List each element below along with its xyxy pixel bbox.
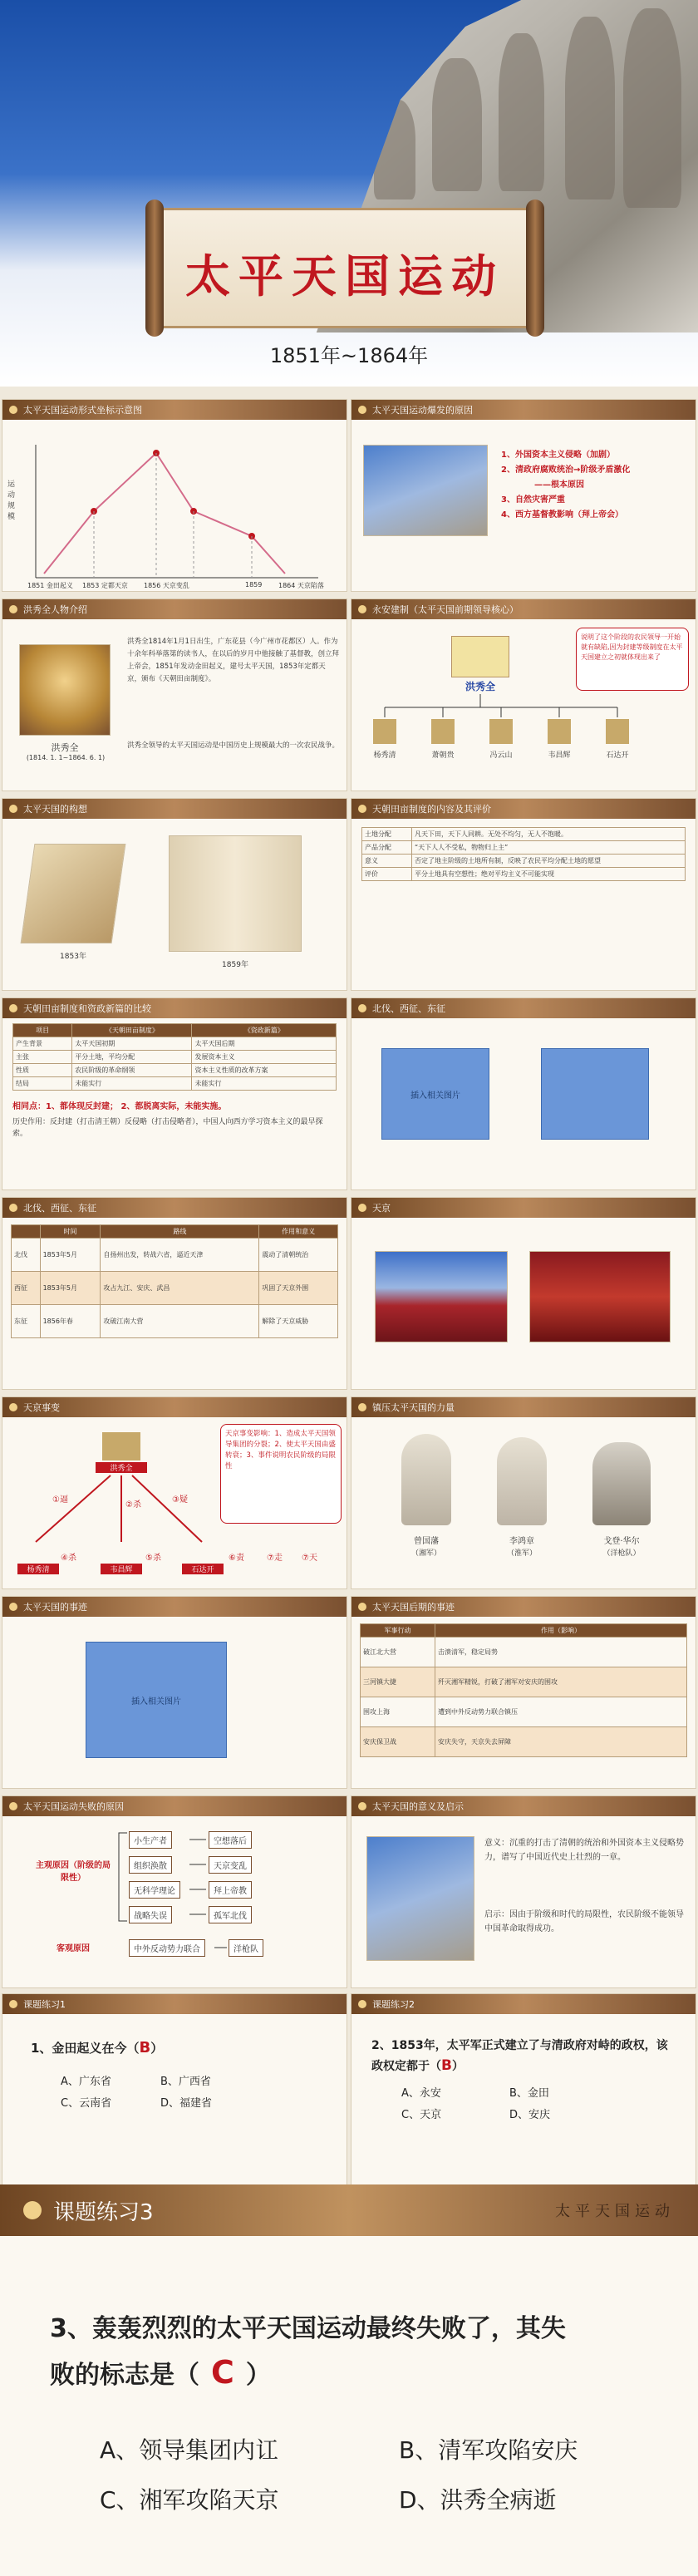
book-image-1853 — [21, 844, 126, 943]
hong-note: 洪秀全领导的太平天国运动是中国历史上规模最大的一次农民战争。 — [127, 741, 340, 750]
tick-1856: 1856 天京变乱 — [144, 582, 189, 589]
slide-timeline — [2, 399, 347, 592]
king-name: 洪秀全 — [465, 681, 495, 692]
option-d[interactable]: D、洪秀全病逝 — [399, 2486, 557, 2514]
cause-item: 2、清政府腐败统治→阶级矛盾激化 — [501, 465, 631, 475]
incident-callout: 天京事变影响：1、造成太平天国领导集团的分裂；2、使太平天国由盛转衰；3、事件说明农民阶级的局限性 — [220, 1424, 342, 1524]
slide-suppressors: 镇压太平天国的力量 曾国藩 （湘军） 李鸿章 （淮军） 戈登·华尔 （洋枪队） — [351, 1396, 696, 1589]
tick-1864: 1864 天京陷落 — [278, 582, 324, 589]
slide-title: 北伐、西征、东征 — [372, 1003, 445, 1014]
slide-title: 天京事变 — [23, 1402, 60, 1413]
book-image-1859 — [169, 835, 302, 952]
answer-2: B — [441, 2057, 452, 2074]
cause-item: 4、西方基督教影响（拜上帝会） — [501, 510, 623, 520]
significance-text: 意义：沉重的打击了清朝的统治和外国资本主义侵略势力，谱写了中国近代史上壮烈的一章。 — [484, 1839, 684, 1862]
hierarchy-lines — [351, 619, 696, 791]
timeline-chart — [2, 420, 347, 592]
hong-bio-text: 洪秀全1814年1月1日出生，广东花县（今广州市花都区）人。作为十余年科举落第的读书人，在以后的岁月中他接触了基督教，创立拜上帝会，1851年发动金田起义，建号太平天国，1853年定都天京，颁布《天朝田亩制度》。 — [127, 638, 340, 683]
shi-label: 石达开 — [182, 1564, 224, 1574]
cause-item: 1、外国资本主义侵略（加剧） — [501, 451, 615, 460]
slide-title: 课题练习2 — [372, 1999, 415, 2010]
slide-failure-reasons: 太平天国运动失败的原因 主观原因（阶级的局限性） 客观原因 小生产者 空想落后 组织涣散 天京变乱 无科学理论 拜上帝教 战略失误 孤军北伐 中外反动势力联合 洋枪队 — [2, 1795, 347, 1988]
monument-thumb — [366, 1836, 474, 1961]
hong-dates: (1814. 1. 1~1864. 6. 1) — [26, 754, 106, 761]
slide-land-system — [351, 798, 696, 991]
king-label: 萧朝贵 — [431, 751, 455, 760]
slide-subtitle: 太平天国运动 — [555, 2203, 675, 2220]
slide-expeditions-image — [351, 997, 696, 1190]
option-a[interactable]: A、永安 — [401, 2087, 441, 2100]
option-c[interactable]: C、湘军攻陷天京 — [100, 2486, 279, 2514]
cover-years: 1851年~1864年 — [269, 344, 429, 367]
option-b[interactable]: B、清军攻陷安庆 — [399, 2436, 578, 2464]
tick-1851: 1851 金田起义 — [27, 582, 73, 589]
slide-title: 天朝田亩制度和资政新篇的比较 — [23, 1003, 151, 1014]
question-3: 3、轰轰烈烈的太平天国运动最终失败了，其失 败的标志是（ C ） — [50, 2314, 566, 2391]
title-scroll — [145, 199, 544, 337]
slide-tianjing-incident: 天京事变 洪秀全 ①逼 ②杀 ③疑 杨秀清 韦昌辉 石达开 ④杀 ⑤杀 ⑥责 ⑦走 ⑦天 天京事变影响：1、造成太平天国领导集团的分裂；2、使太平天国由盛转衰；3、事件说明农民阶级的局限性 — [2, 1396, 347, 1589]
cover-title: 太平天国运动 — [185, 249, 504, 303]
slide-title: 太平天国的事迹 — [23, 1602, 87, 1613]
historical-role: 历史作用：反封建（打击清王朝）反侵略（打击侵略者），中国人向西方学习资本主义的最早探索。 — [12, 1118, 323, 1138]
option-a[interactable]: A、广东省 — [61, 2076, 111, 2088]
slide-tianjing — [351, 1197, 696, 1390]
answer-1: B — [139, 2039, 151, 2056]
palace-image — [375, 1251, 508, 1342]
question-2: 2、1853年，太平军正式建立了与清政府对峙的政权，该政权定都于（B） — [371, 2039, 668, 2074]
slide-late-deeds — [351, 1596, 696, 1789]
tick-1853: 1853 定都天京 — [82, 582, 128, 589]
slide-title: 课题练习1 — [23, 1999, 66, 2010]
slide-title: 太平天国运动爆发的原因 — [372, 405, 473, 416]
image-placeholder: 插入相关图片 — [86, 1642, 227, 1758]
yang-label: 杨秀清 — [17, 1564, 59, 1574]
slide-deeds — [2, 1596, 347, 1789]
late-deeds-table: 军事行动 作用（影响） 破江北大营 击溃清军，稳定局势 三河镇大捷 歼灭湘军精锐，打破了湘军对安庆的围攻 围攻上海 遭到中外反动势力联合镇压 安庆保卫战 安庆失守，天京失去屏障 — [360, 1623, 687, 1757]
option-b[interactable]: B、广西省 — [160, 2076, 211, 2088]
land-system-table: 土地分配 凡天下田，天下人同耕。无处不均匀，无人不饱暖。 产品分配 “天下人人不受私，物物归上主” 意义 否定了地主阶级的土地所有制，反映了农民平均分配土地的愿望 评价 平分土地具有空想性；绝对平均主义不可能实现 — [361, 827, 686, 881]
callout-note: 说明了这个阶段的农民领导一开始就有缺陷,因为封建等级制度在太平天国建立之初就体现出来了 — [576, 628, 689, 691]
image-placeholder-2 — [541, 1048, 649, 1140]
option-c[interactable]: C、云南省 — [61, 2097, 112, 2110]
slide-title: 太平天国后期的事迹 — [372, 1602, 455, 1613]
y-axis-label: 运动规模 — [7, 480, 16, 521]
answer-3: C — [211, 2354, 234, 2391]
slide-title: 太平天国的构想 — [23, 804, 87, 815]
king-label: 石达开 — [606, 751, 629, 760]
expeditions-table: 时间 路线 作用和意义 北伐 1853年5月 自扬州出发，转战六省，逼近天津 震动了清朝统治 西征 1853年5月 攻占九江、安庆、武昌 巩固了天京外围 东征 1856年春 攻破江南大营 解除了天京威胁 — [11, 1224, 338, 1338]
slide-title: 太平天国运动失败的原因 — [23, 1801, 124, 1812]
slide-hong-bio — [2, 598, 347, 791]
slide-title: 北伐、西征、东征 — [23, 1203, 96, 1214]
slide-title: 太平天国的意义及启示 — [372, 1801, 464, 1812]
slide-yongan — [351, 598, 696, 791]
slide-vision — [2, 798, 347, 991]
slide-exercise-2 — [351, 1993, 696, 2186]
option-d[interactable]: D、福建省 — [160, 2097, 213, 2110]
slide-causes — [351, 399, 696, 592]
throne-hall-image — [529, 1251, 671, 1342]
book-year-1853: 1853年 — [60, 953, 86, 961]
slide-expeditions-table — [2, 1197, 347, 1390]
slide-comparison — [2, 997, 347, 1190]
slide-exercise-3 — [0, 2184, 698, 2576]
slide-title: 课题练习3 — [53, 2199, 154, 2225]
image-placeholder: 插入相关图片 — [381, 1048, 489, 1140]
slide-title: 太平天国运动形式坐标示意图 — [23, 405, 142, 416]
book-year-1859: 1859年 — [222, 961, 248, 969]
bracket-lines — [2, 1816, 347, 1988]
cause-item: 3、自然灾害严重 — [501, 495, 565, 505]
monument-thumb — [363, 445, 488, 536]
option-d[interactable]: D、安庆 — [509, 2109, 551, 2121]
slide-title: 镇压太平天国的力量 — [372, 1402, 455, 1413]
slide-title: 洪秀全人物介绍 — [23, 604, 87, 615]
slide-title: 天京 — [372, 1203, 391, 1214]
cover-slide — [0, 0, 698, 387]
question-1: 1、金田起义在今（B） — [31, 2039, 164, 2056]
option-c[interactable]: C、天京 — [401, 2109, 442, 2121]
cause-item: ——根本原因 — [534, 480, 584, 490]
lesson-text: 启示：因由于阶级和时代的局限性，农民阶级不能领导中国革命取得成功。 — [484, 1910, 684, 1933]
common-points: 相同点：1、都体现反封建； 2、都脱离实际，未能实施。 — [12, 1102, 227, 1111]
hong-label: 洪秀全 — [96, 1462, 147, 1473]
wei-label: 韦昌辉 — [101, 1564, 142, 1574]
king-label: 杨秀清 — [373, 751, 396, 760]
li-figure — [497, 1437, 547, 1525]
subjective-label: 主观原因（阶级的局限性） — [36, 1861, 111, 1883]
slide-title: 永安建制（太平天国前期领导核心） — [372, 604, 519, 615]
zeng-figure — [401, 1434, 451, 1525]
gordon-figure — [592, 1442, 651, 1525]
slide-title: 天朝田亩制度的内容及其评价 — [372, 804, 491, 815]
king-label: 冯云山 — [489, 751, 513, 760]
hong-name: 洪秀全 — [51, 742, 79, 753]
tick-1859: 1859 — [245, 581, 263, 589]
comparison-table: 项目 《天朝田亩制度》 《资政新篇》 产生背景 太平天国初期 太平天国后期 主张 平分土地，平均分配 发展资本主义 性质 农民阶级的革命纲领 资本主义性质的改革方案 结局 未能实行 未能实行 — [12, 1023, 337, 1091]
objective-label: 客观原因 — [57, 1944, 90, 1953]
option-b[interactable]: B、金田 — [509, 2087, 549, 2100]
king-label: 韦昌辉 — [548, 751, 571, 760]
slide-significance — [351, 1795, 696, 1988]
slide-exercise-1 — [2, 1993, 347, 2186]
hong-portrait — [19, 644, 111, 736]
option-a[interactable]: A、领导集团内讧 — [100, 2436, 279, 2464]
